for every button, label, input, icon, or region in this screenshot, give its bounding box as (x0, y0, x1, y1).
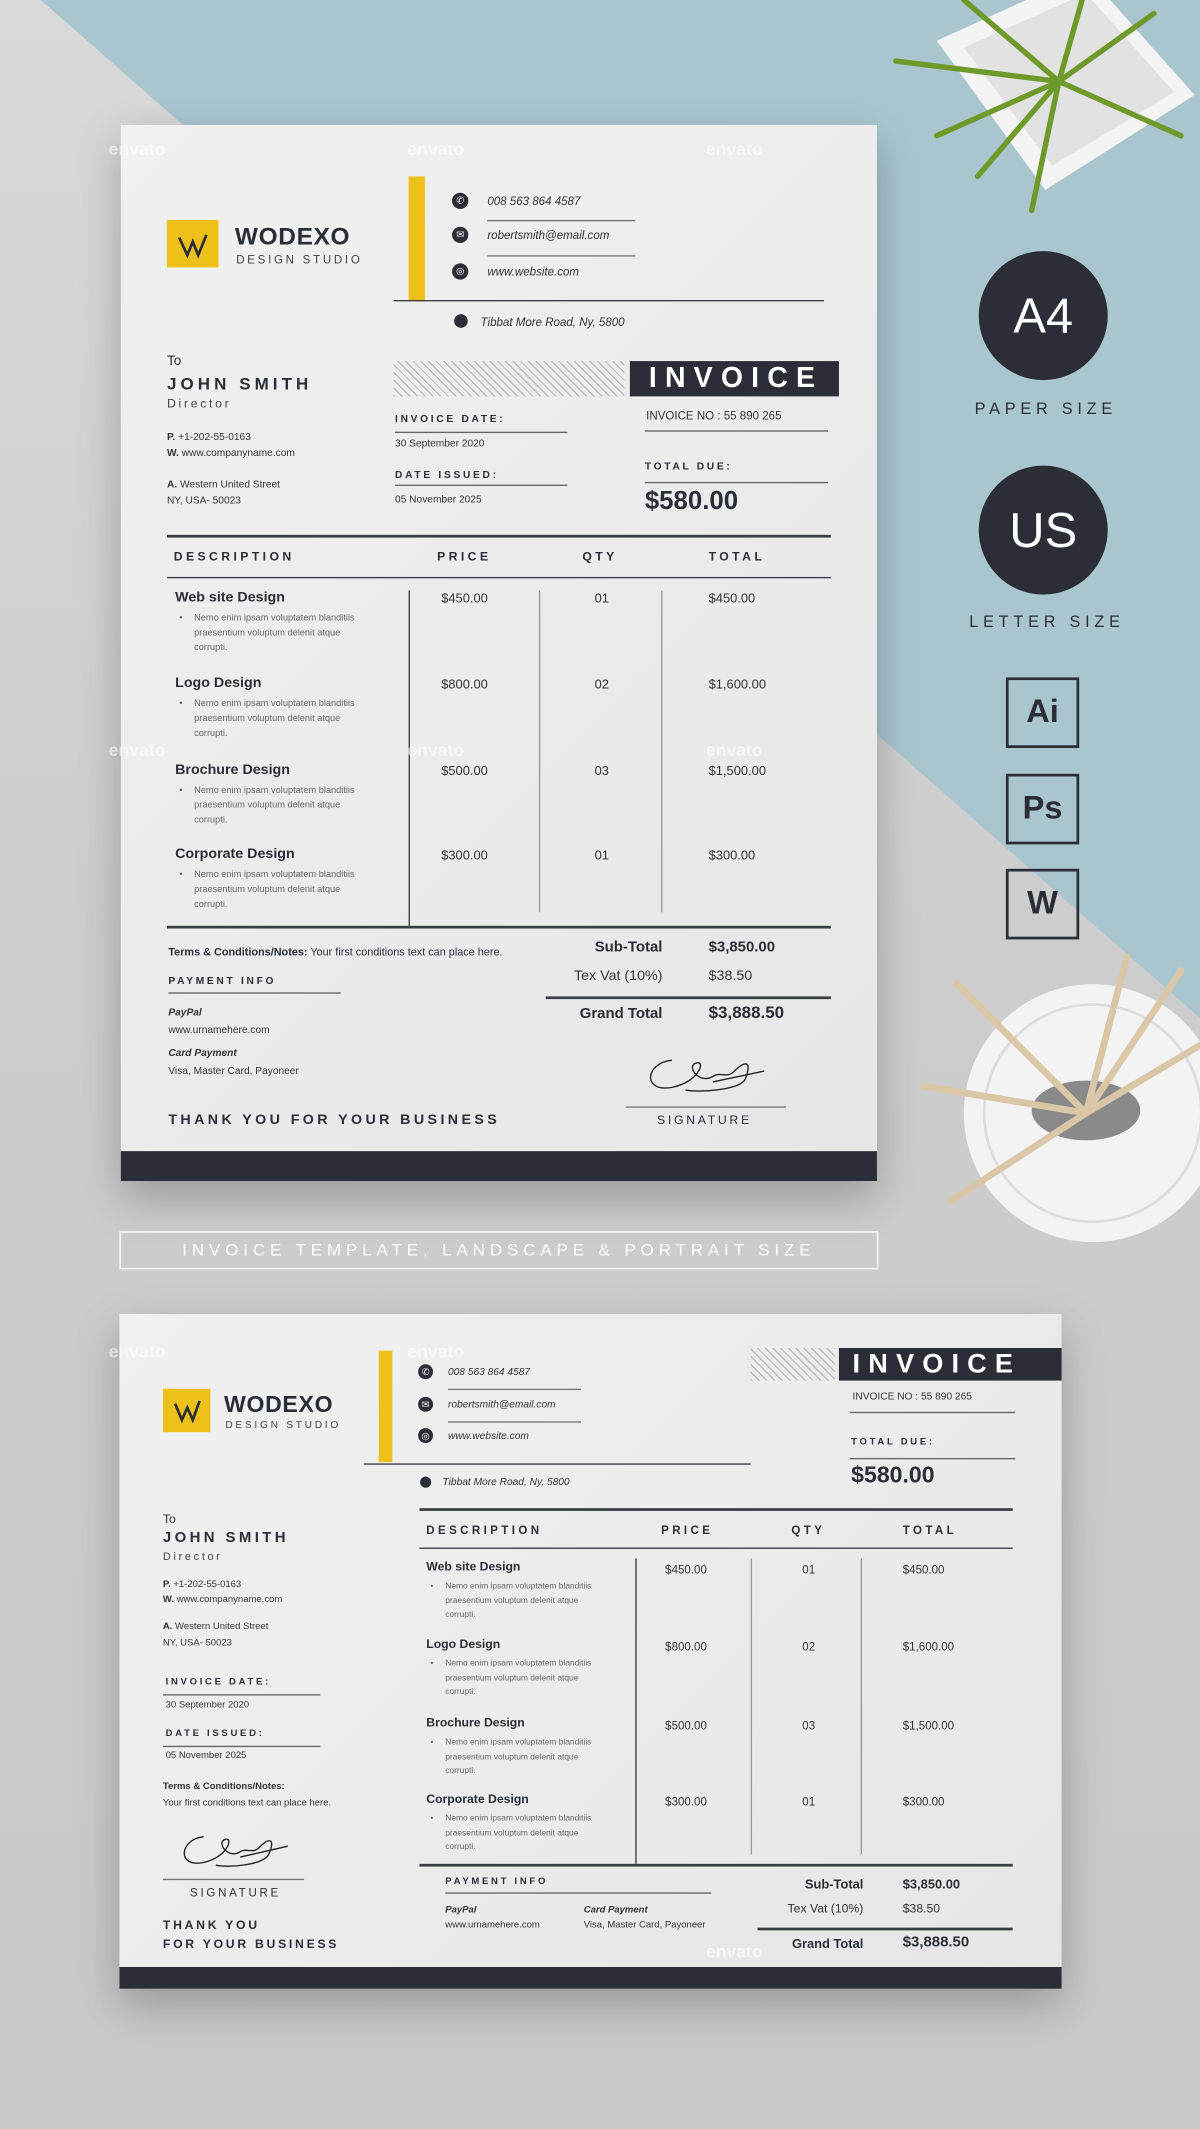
item-description: praesentium voluptum delenit atque (445, 1827, 579, 1838)
client-address-2: NY, USA- 50023 (162, 1638, 232, 1649)
vat-label: Tex Vat (10%) (573, 967, 663, 985)
subtotal-label: Sub-Total (804, 1877, 864, 1893)
signature-image (645, 1052, 770, 1095)
address-label: A. (166, 477, 178, 491)
item-description: corrupti. (194, 900, 228, 910)
bullet-icon: • (179, 785, 183, 796)
date-issued: 05 November 2025 (165, 1751, 247, 1761)
a4-badge: A4 (979, 251, 1108, 380)
item-description: praesentium voluptum delenit atque (194, 628, 341, 639)
item-description: praesentium voluptum delenit atque (445, 1595, 579, 1606)
signature-label: SIGNATURE (190, 1885, 281, 1900)
item-name: Web site Design (426, 1559, 521, 1574)
item-description: praesentium voluptum delenit atque (445, 1673, 579, 1683)
total-due-label: TOTAL DUE: (644, 460, 733, 473)
client-title: Director (166, 396, 232, 410)
item-description: praesentium voluptum delenit atque (194, 800, 341, 811)
contact-phone: 008 563 864 4587 (447, 1365, 531, 1378)
accent-bar (379, 1351, 393, 1462)
address-label: A. (162, 1622, 173, 1632)
phone-label: P. (162, 1580, 171, 1590)
item-qty: 02 (594, 677, 609, 693)
item-description: praesentium voluptum delenit atque (445, 1751, 579, 1762)
client-phone: +1-202-55-0163 (173, 1580, 242, 1590)
item-total: $300.00 (902, 1794, 945, 1809)
client-name: JOHN SMITH (166, 374, 313, 394)
watermark: envato (108, 138, 166, 159)
item-description: corrupti. (194, 643, 228, 653)
item-name: Corporate Design (426, 1791, 529, 1806)
subtotal-label: Sub-Total (594, 939, 663, 956)
card-payment-label: Card Payment (168, 1046, 237, 1059)
watermark: envato (108, 739, 166, 761)
header-description: DESCRIPTION (173, 549, 295, 564)
logo-icon (163, 1389, 211, 1432)
paper-size-caption: PAPER SIZE (974, 399, 1117, 419)
item-description: corrupti. (445, 1766, 476, 1776)
invoice-date: 30 September 2020 (165, 1700, 250, 1711)
item-name: Web site Design (175, 589, 285, 606)
date-issued: 05 November 2025 (395, 492, 482, 505)
item-description: corrupti. (194, 728, 228, 739)
vat-label: Tex Vat (10%) (787, 1901, 864, 1916)
watermark: envato (407, 1341, 465, 1362)
date-issued-label: DATE ISSUED: (395, 468, 499, 481)
item-total: $1,500.00 (902, 1718, 955, 1733)
brand-tagline: DESIGN STUDIO (225, 1418, 341, 1431)
item-price: $450.00 (441, 591, 488, 607)
payment-info-label: PAYMENT INFO (445, 1877, 549, 1887)
item-description: Nemo enim ipsam voluptatem blanditiis (194, 870, 355, 880)
header-total: TOTAL (708, 549, 766, 564)
thank-you-line-2: FOR YOUR BUSINESS (162, 1937, 340, 1951)
bullet-icon: • (179, 870, 183, 880)
watermark: envato (705, 138, 763, 159)
item-name: Logo Design (175, 674, 262, 691)
web-label: W. (166, 446, 179, 459)
brand-tagline: DESIGN STUDIO (236, 252, 363, 267)
item-name: Brochure Design (426, 1715, 525, 1730)
invoice-number: INVOICE NO : 55 890 265 (646, 408, 782, 423)
item-qty: 01 (594, 848, 609, 864)
to-label: To (162, 1512, 176, 1526)
globe-icon: ◎ (418, 1428, 433, 1443)
watermark: envato (705, 739, 763, 761)
bullet-icon: • (430, 1581, 434, 1591)
phone-icon: ✆ (418, 1364, 433, 1379)
plant-pot-image (882, 0, 1200, 217)
item-description: praesentium voluptum delenit atque (194, 714, 341, 724)
item-name: Brochure Design (175, 761, 290, 778)
card-payment-value: Visa, Master Card, Payoneer (168, 1064, 299, 1077)
header-total: TOTAL (902, 1523, 958, 1537)
item-description: Nemo enim ipsam voluptatem blanditiis (445, 1658, 592, 1669)
client-address-1: Western United Street (175, 1622, 269, 1632)
date-issued-label: DATE ISSUED: (165, 1729, 265, 1739)
to-label: To (166, 354, 182, 370)
item-description: corrupti. (194, 815, 228, 826)
item-price: $450.00 (665, 1562, 707, 1577)
terms-text: Your first conditions text can place here. (162, 1798, 332, 1809)
contact-website: www.website.com (487, 264, 580, 279)
vat-value: $38.50 (902, 1901, 941, 1916)
contact-email: robertsmith@email.com (447, 1398, 556, 1411)
item-description: corrupti. (445, 1842, 476, 1852)
header-description: DESCRIPTION (426, 1523, 543, 1537)
total-due-amount: $580.00 (851, 1462, 935, 1488)
invoice-date-label: INVOICE DATE: (165, 1677, 271, 1688)
client-title: Director (162, 1550, 223, 1563)
item-price: $500.00 (441, 764, 488, 780)
brand-name: WODEXO (223, 1391, 334, 1418)
letter-size-caption: LETTER SIZE (969, 612, 1125, 632)
item-price: $300.00 (441, 848, 488, 864)
contact-email: robertsmith@email.com (487, 228, 610, 242)
item-qty: 02 (802, 1639, 816, 1654)
item-qty: 01 (802, 1794, 816, 1809)
subtotal-value: $3,850.00 (902, 1877, 961, 1893)
location-pin-icon: ⬤ (419, 1475, 432, 1488)
globe-icon: ◎ (452, 263, 468, 279)
signature-image (179, 1830, 290, 1871)
item-qty: 03 (802, 1718, 816, 1733)
grand-total-label: Grand Total (579, 1005, 663, 1023)
grand-total-label: Grand Total (791, 1937, 864, 1953)
paypal-label: PayPal (168, 1005, 202, 1019)
hatch-pattern (394, 361, 625, 396)
grand-total-value: $3,888.50 (708, 1003, 785, 1023)
brand-name: WODEXO (234, 222, 351, 250)
client-address-1: Western United Street (179, 477, 280, 491)
item-price: $500.00 (665, 1718, 707, 1733)
contact-address: Tibbat More Road, Ny, 5800 (442, 1475, 570, 1488)
invoice-date-label: INVOICE DATE: (395, 412, 506, 425)
item-name: Corporate Design (175, 845, 295, 863)
signature-label: SIGNATURE (657, 1113, 752, 1127)
item-price: $300.00 (665, 1794, 707, 1809)
location-pin-icon: ⬤ (453, 313, 469, 329)
accent-bar (409, 176, 425, 301)
paypal-label: PayPal (445, 1905, 477, 1916)
bullet-icon: • (430, 1658, 434, 1669)
us-badge: US (979, 466, 1108, 595)
paypal-value: www.urnamehere.com (168, 1023, 270, 1036)
watermark: envato (407, 138, 465, 159)
template-banner: INVOICE TEMPLATE, LANDSCAPE & PORTRAIT SIZE (119, 1231, 878, 1269)
item-total: $300.00 (708, 848, 756, 864)
terms-text: Your first conditions text can place here. (310, 946, 503, 959)
item-price: $800.00 (665, 1639, 707, 1654)
item-description: Nemo enim ipsam voluptatem blanditiis (194, 785, 355, 796)
item-description: praesentium voluptum delenit atque (194, 885, 341, 895)
item-description: corrupti. (445, 1609, 476, 1620)
header-qty: QTY (582, 549, 618, 564)
header-qty: QTY (791, 1523, 826, 1537)
vat-value: $38.50 (708, 967, 753, 985)
bullet-icon: • (179, 613, 183, 624)
item-price: $800.00 (441, 677, 488, 693)
client-web: www.companyname.com (176, 1595, 283, 1605)
thank-you-text: THANK YOU FOR YOUR BUSINESS (168, 1111, 501, 1129)
item-description: Nemo enim ipsam voluptatem blanditiis (194, 613, 355, 624)
watermark: envato (705, 1941, 763, 1962)
watermark: envato (407, 739, 465, 761)
client-name: JOHN SMITH (162, 1529, 289, 1547)
item-total: $1,600.00 (708, 677, 766, 693)
total-due-amount: $580.00 (644, 487, 739, 516)
subtotal-value: $3,850.00 (708, 939, 776, 956)
illustrator-format-icon: Ai (1006, 677, 1079, 748)
grand-total-value: $3,888.50 (902, 1934, 970, 1951)
bullet-icon: • (430, 1813, 434, 1824)
header-price: PRICE (661, 1523, 714, 1537)
item-total: $450.00 (902, 1562, 945, 1577)
item-name: Logo Design (426, 1637, 501, 1651)
contact-address: Tibbat More Road, Ny, 5800 (480, 314, 625, 329)
header-price: PRICE (437, 549, 492, 564)
client-phone: +1-202-55-0163 (178, 430, 251, 443)
footer-bar (121, 1151, 877, 1181)
invoice-date: 30 September 2020 (395, 437, 485, 450)
item-description: Nemo enim ipsam voluptatem blanditiis (194, 699, 355, 709)
item-total: $450.00 (708, 591, 756, 607)
invoice-title: INVOICE (630, 361, 839, 396)
item-description: Nemo enim ipsam voluptatem blanditiis (445, 1581, 592, 1591)
item-qty: 01 (594, 591, 609, 607)
payment-info-label: PAYMENT INFO (168, 974, 277, 987)
client-address-2: NY, USA- 50023 (166, 494, 241, 507)
item-qty: 03 (594, 764, 609, 780)
item-description: Nemo enim ipsam voluptatem blanditiis (445, 1737, 592, 1748)
client-web: www.companyname.com (181, 446, 295, 459)
bullet-icon: • (430, 1737, 434, 1748)
terms-label: Terms & Conditions/Notes: (168, 946, 308, 959)
terms-label: Terms & Conditions/Notes: (162, 1782, 285, 1792)
item-description: Nemo enim ipsam voluptatem blanditiis (445, 1813, 592, 1824)
vase-image (910, 937, 1200, 1263)
invoice-number: INVOICE NO : 55 890 265 (852, 1390, 972, 1403)
contact-website: www.website.com (447, 1429, 529, 1442)
footer-bar (119, 1967, 1061, 1989)
card-payment-value: Visa, Master Card, Payoneer (583, 1920, 706, 1931)
item-description: corrupti. (445, 1687, 476, 1697)
item-total: $1,600.00 (902, 1639, 955, 1654)
web-label: W. (162, 1595, 174, 1605)
invoice-title: INVOICE (839, 1348, 1062, 1381)
phone-label: P. (166, 430, 176, 443)
email-icon: ✉ (452, 227, 468, 243)
card-payment-label: Card Payment (583, 1905, 648, 1916)
total-due-label: TOTAL DUE: (851, 1437, 935, 1448)
logo-icon (167, 220, 219, 268)
watermark: envato (108, 1341, 166, 1362)
photoshop-format-icon: Ps (1006, 774, 1079, 845)
hatch-pattern (751, 1348, 835, 1381)
item-total: $1,500.00 (708, 764, 766, 780)
email-icon: ✉ (418, 1397, 433, 1412)
item-qty: 01 (802, 1562, 816, 1577)
contact-phone: 008 563 864 4587 (487, 194, 581, 208)
thank-you-line-1: THANK YOU (162, 1918, 260, 1932)
paypal-value: www.urnamehere.com (445, 1920, 540, 1931)
phone-icon: ✆ (452, 193, 468, 209)
word-format-icon: W (1006, 869, 1079, 940)
bullet-icon: • (179, 699, 183, 709)
